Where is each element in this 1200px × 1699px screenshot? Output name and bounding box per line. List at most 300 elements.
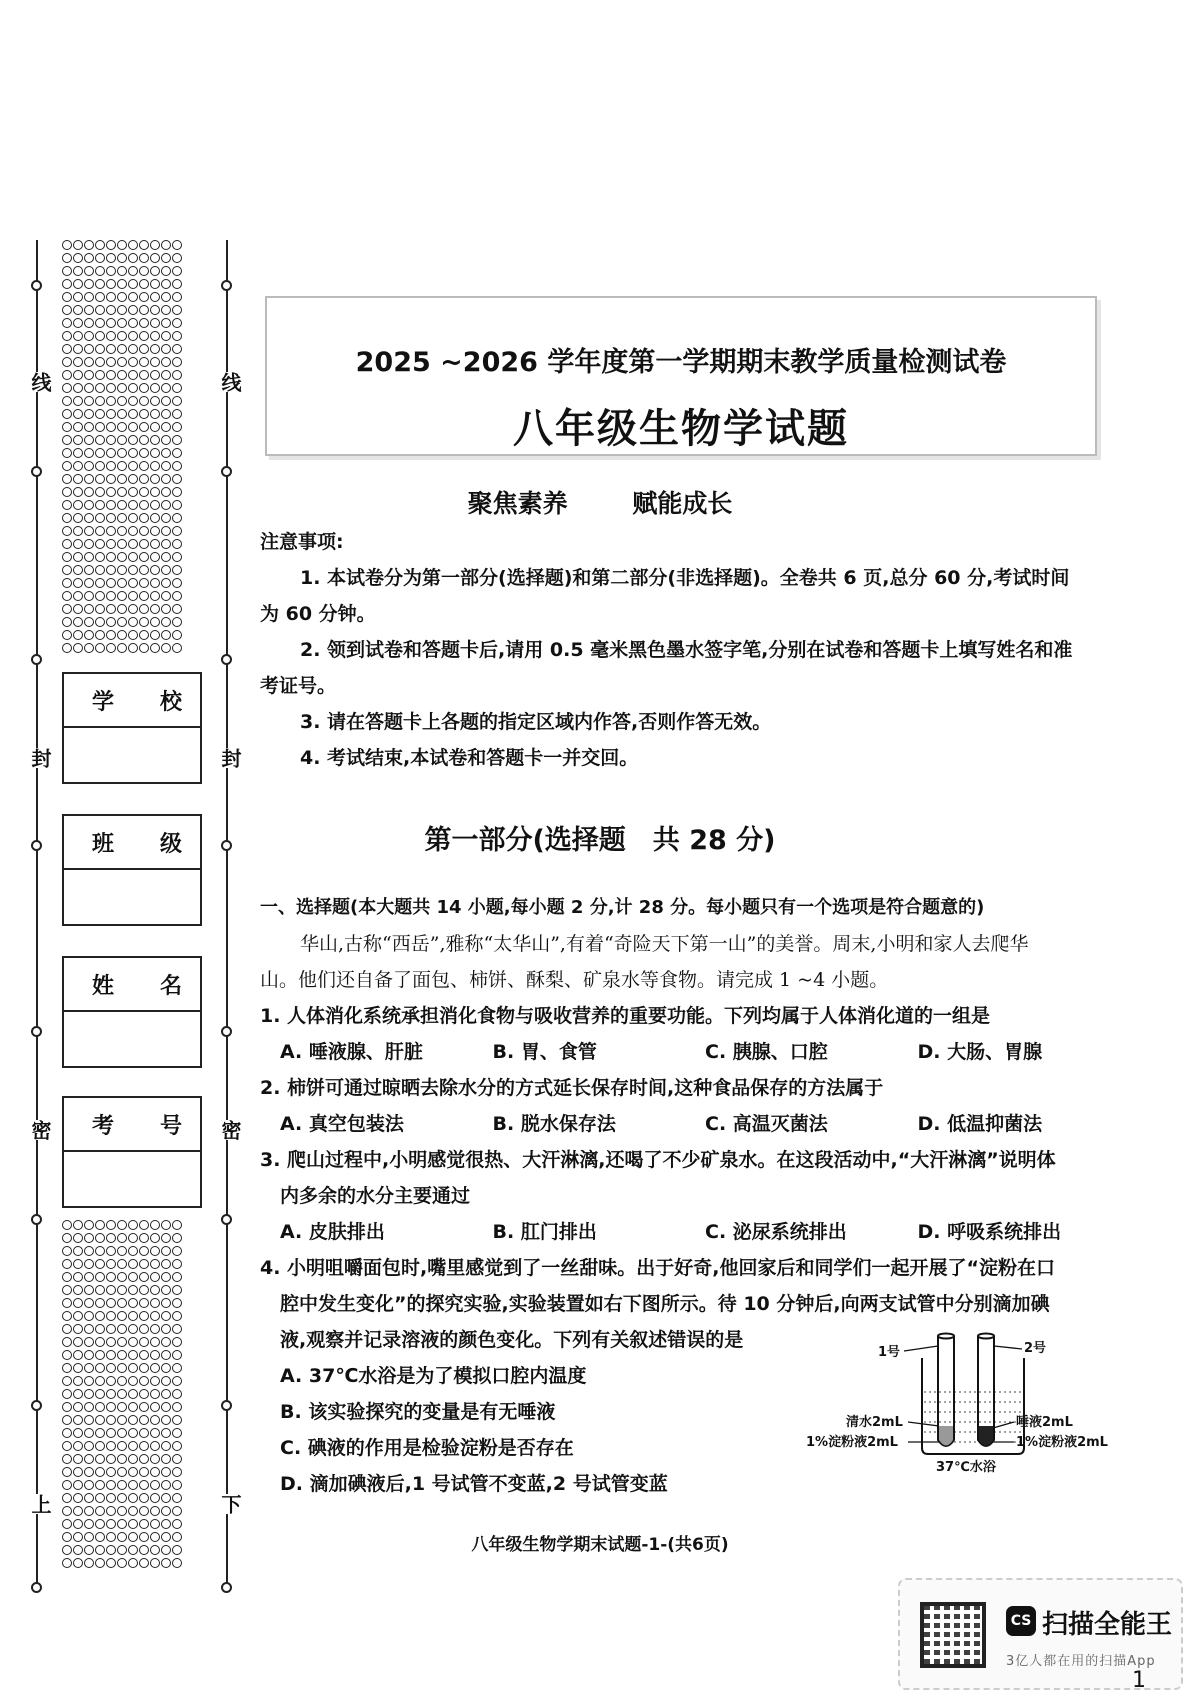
dot (117, 617, 127, 627)
label-water: 清水2mL (846, 1415, 903, 1430)
dot-row (62, 318, 190, 331)
dot (172, 383, 182, 393)
dot (62, 422, 72, 432)
dot (172, 1467, 182, 1477)
dot (172, 253, 182, 263)
dot (139, 357, 149, 367)
dot (73, 1558, 83, 1568)
dot (161, 1454, 171, 1464)
dot (95, 1519, 105, 1529)
dot (161, 1467, 171, 1477)
dot-row (62, 331, 190, 344)
dot (139, 318, 149, 328)
dot (172, 1493, 182, 1503)
dot (117, 1415, 127, 1425)
option: D. 滴加碘液后,1 号试管不变蓝,2 号试管变蓝 (280, 1473, 668, 1495)
label-tube-1: 1号 (878, 1345, 901, 1360)
binding-hole (221, 1582, 232, 1593)
dot-row (62, 617, 190, 630)
dot (106, 305, 116, 315)
dot (172, 1298, 182, 1308)
watermark-app-name: 扫描全能王 (1042, 1610, 1173, 1640)
dot (106, 422, 116, 432)
dot (128, 630, 138, 640)
dot (106, 604, 116, 614)
dot (84, 357, 94, 367)
dot (139, 305, 149, 315)
binding-hole (221, 466, 232, 477)
option: C. 泌尿系统排出 (705, 1221, 847, 1243)
label-starch-left: 1%淀粉液2mL (806, 1435, 898, 1450)
dot (84, 1558, 94, 1568)
notice-heading: 注意事项: (260, 531, 344, 553)
dot (139, 383, 149, 393)
dot (161, 331, 171, 341)
dot (128, 1402, 138, 1412)
dot (73, 1311, 83, 1321)
binding-label-shang-left: 上 (26, 1494, 55, 1514)
dot (73, 539, 83, 549)
notice-section (260, 524, 1130, 776)
question-2-options (260, 1106, 1130, 1142)
dot (161, 370, 171, 380)
dot (139, 526, 149, 536)
dot (84, 526, 94, 536)
dot (150, 1350, 160, 1360)
dot (150, 1337, 160, 1347)
question-4-cont: 液,观察并记录溶液的颜色变化。下列有关叙述错误的是 (280, 1329, 744, 1351)
dot (62, 1298, 72, 1308)
dot (62, 370, 72, 380)
dot (73, 331, 83, 341)
dot (139, 396, 149, 406)
dot (161, 305, 171, 315)
dot-row (62, 1376, 190, 1389)
dot (161, 1493, 171, 1503)
dot (150, 461, 160, 471)
dot (161, 396, 171, 406)
dot (150, 422, 160, 432)
dot (117, 383, 127, 393)
dot (128, 1363, 138, 1373)
dot (84, 279, 94, 289)
dot-row (62, 279, 190, 292)
dot (161, 1506, 171, 1516)
dot (161, 1558, 171, 1568)
dot (161, 409, 171, 419)
dot-row (62, 1220, 190, 1233)
dot (84, 409, 94, 419)
dot (106, 1350, 116, 1360)
dot (139, 630, 149, 640)
dot (150, 1558, 160, 1568)
dot (95, 604, 105, 614)
dot (139, 253, 149, 263)
dot (139, 1259, 149, 1269)
dot (172, 474, 182, 484)
dot (161, 1311, 171, 1321)
dot-row (62, 1558, 190, 1571)
dot (106, 1467, 116, 1477)
dot (172, 539, 182, 549)
dot-row (62, 370, 190, 383)
dot-row (62, 253, 190, 266)
dot (150, 1441, 160, 1451)
dot (84, 253, 94, 263)
dot (117, 240, 127, 250)
dot (139, 1428, 149, 1438)
dot (73, 370, 83, 380)
dot-row (62, 461, 190, 474)
dot (139, 552, 149, 562)
dot (161, 240, 171, 250)
dot (84, 1337, 94, 1347)
dot (139, 565, 149, 575)
name-field[interactable] (62, 956, 202, 1068)
dot (128, 1467, 138, 1477)
dot-row (62, 591, 190, 604)
dot (106, 1259, 116, 1269)
dot (172, 1246, 182, 1256)
dot (150, 240, 160, 250)
dot (106, 292, 116, 302)
dot (117, 1558, 127, 1568)
dot (106, 1246, 116, 1256)
dot (84, 1389, 94, 1399)
binding-hole (31, 1026, 42, 1037)
section-title: 第一部分(选择题 共 28 分) (424, 825, 776, 856)
dot (73, 1285, 83, 1295)
dot (117, 292, 127, 302)
dot (95, 1480, 105, 1490)
dot (139, 539, 149, 549)
dot-row (62, 409, 190, 422)
dot-row (62, 357, 190, 370)
dot (150, 1285, 160, 1295)
dot (106, 1272, 116, 1282)
dot (106, 1506, 116, 1516)
dot-row (62, 1324, 190, 1337)
dot (62, 1350, 72, 1360)
dot (150, 1298, 160, 1308)
dot (73, 565, 83, 575)
dot (62, 1259, 72, 1269)
dot (106, 344, 116, 354)
dot (73, 1233, 83, 1243)
dot (172, 1285, 182, 1295)
binding-hole (221, 1026, 232, 1037)
dot (106, 1311, 116, 1321)
dot (161, 1337, 171, 1347)
dot (117, 1402, 127, 1412)
dot (139, 461, 149, 471)
question-3: 3. 爬山过程中,小明感觉很热、大汗淋漓,还喝了不少矿泉水。在这段活动中,“大汗淋漓”说明体 (260, 1149, 1056, 1171)
dot (172, 1220, 182, 1230)
dot (73, 1389, 83, 1399)
dot (172, 240, 182, 250)
dot (161, 1246, 171, 1256)
dot (95, 643, 105, 653)
dot (117, 266, 127, 276)
dot (84, 448, 94, 458)
dot (117, 1298, 127, 1308)
dot (95, 435, 105, 445)
dot (95, 318, 105, 328)
dot (62, 617, 72, 627)
dot (128, 1415, 138, 1425)
binding-hole (221, 280, 232, 291)
dot (62, 357, 72, 367)
dot (150, 357, 160, 367)
label-tube-2: 2号 (1024, 1341, 1047, 1356)
dot-row (62, 266, 190, 279)
dot (84, 266, 94, 276)
dot (84, 1519, 94, 1529)
dot (73, 1467, 83, 1477)
dot (95, 1402, 105, 1412)
dot (117, 1233, 127, 1243)
dot (172, 1324, 182, 1334)
dot (172, 1402, 182, 1412)
dot (106, 539, 116, 549)
dot (95, 1298, 105, 1308)
option: A. 皮肤排出 (280, 1221, 385, 1243)
dot (84, 1454, 94, 1464)
dot (95, 474, 105, 484)
dot (139, 1558, 149, 1568)
dot (139, 1285, 149, 1295)
dot (161, 266, 171, 276)
dot (84, 331, 94, 341)
dot (62, 1233, 72, 1243)
dot (128, 344, 138, 354)
exam-title: 2025 ~2026 学年度第一学期期末教学质量检测试卷 (355, 347, 1007, 378)
dot (150, 474, 160, 484)
dot (128, 474, 138, 484)
field-label-char: 学 (92, 689, 115, 715)
dot (172, 617, 182, 627)
dot (73, 1337, 83, 1347)
dot (172, 1363, 182, 1373)
dot (84, 1363, 94, 1373)
dot (84, 1298, 94, 1308)
dot (117, 1376, 127, 1386)
label-saliva: 唾液2mL (1016, 1415, 1073, 1430)
dot (117, 1246, 127, 1256)
dot (117, 318, 127, 328)
dot (161, 1376, 171, 1386)
dot (84, 240, 94, 250)
dot (106, 1363, 116, 1373)
dot (95, 1558, 105, 1568)
dot (172, 591, 182, 601)
dot (150, 1376, 160, 1386)
dot (139, 1441, 149, 1451)
dot (117, 422, 127, 432)
dot (106, 1441, 116, 1451)
dot-row (62, 1441, 190, 1454)
dot (106, 266, 116, 276)
dot (73, 292, 83, 302)
dot (106, 1519, 116, 1529)
dot (172, 396, 182, 406)
dot (139, 1246, 149, 1256)
dot (128, 240, 138, 250)
dot (117, 1389, 127, 1399)
dot (62, 253, 72, 263)
dot (106, 1493, 116, 1503)
dot (161, 292, 171, 302)
dot (139, 409, 149, 419)
question-4-cont: 腔中发生变化”的探究实验,实验装置如右下图所示。待 10 分钟后,向两支试管中分别滴加碘 (280, 1293, 1050, 1315)
dot (139, 643, 149, 653)
dot (106, 591, 116, 601)
option: C. 碘液的作用是检验淀粉是否存在 (280, 1437, 574, 1459)
option: D. 呼吸系统排出 (917, 1221, 1062, 1243)
dot (139, 1337, 149, 1347)
dot (139, 1454, 149, 1464)
dot (106, 370, 116, 380)
section-instructions: 一、选择题(本大题共 14 小题,每小题 2 分,计 28 分。每小题只有一个选项是符合题意的) (260, 897, 985, 918)
dot (73, 435, 83, 445)
dot (95, 409, 105, 419)
dot (73, 1363, 83, 1373)
dot (150, 1519, 160, 1529)
dot (73, 1454, 83, 1464)
binding-label-mi-right: 密 (216, 1120, 245, 1140)
dot (62, 1428, 72, 1438)
binding-line-right (226, 240, 228, 1590)
dot (117, 578, 127, 588)
dot (128, 1350, 138, 1360)
dot (84, 344, 94, 354)
dot (161, 318, 171, 328)
dot-row (62, 1285, 190, 1298)
dot (95, 1415, 105, 1425)
dot-row (62, 240, 190, 253)
dot (73, 1402, 83, 1412)
dot (128, 409, 138, 419)
dot (84, 435, 94, 445)
dot (172, 604, 182, 614)
dot (139, 1311, 149, 1321)
binding-hole (221, 1214, 232, 1225)
slogan-right: 赋能成长 (632, 489, 733, 518)
dot (128, 1285, 138, 1295)
dot (95, 565, 105, 575)
dot (106, 409, 116, 419)
qr-code-icon (920, 1602, 986, 1668)
dot (106, 526, 116, 536)
dot (117, 1363, 127, 1373)
dot (161, 1480, 171, 1490)
dot (150, 344, 160, 354)
binding-label-xian-right: 线 (216, 372, 245, 392)
dot (117, 305, 127, 315)
dot (161, 279, 171, 289)
dot (139, 1402, 149, 1412)
camscanner-logo-icon: CS (1006, 1606, 1036, 1636)
exam-number-field[interactable] (62, 1096, 202, 1208)
dot-row (62, 292, 190, 305)
dot (84, 1415, 94, 1425)
dot (73, 1493, 83, 1503)
passage: 华山,古称“西岳”,雅称“太华山”,有着“奇险天下第一山”的美誉。周末,小明和家人去爬华 (300, 933, 1029, 955)
dot (106, 552, 116, 562)
question-1: 1. 人体消化系统承担消化食物与吸收营养的重要功能。下列均属于人体消化道的一组是 (260, 1005, 991, 1027)
dot (117, 1467, 127, 1477)
dot (62, 279, 72, 289)
dot (172, 305, 182, 315)
dot (62, 578, 72, 588)
dot (62, 383, 72, 393)
dot (95, 448, 105, 458)
dot (62, 1519, 72, 1529)
school-field[interactable] (62, 672, 202, 784)
dot (161, 552, 171, 562)
dot (128, 578, 138, 588)
dot (172, 318, 182, 328)
dot-row (62, 565, 190, 578)
dot (150, 409, 160, 419)
dot (161, 1272, 171, 1282)
dot (73, 1376, 83, 1386)
dot (73, 1350, 83, 1360)
dot (62, 643, 72, 653)
dot (161, 448, 171, 458)
dot (95, 305, 105, 315)
dot (62, 266, 72, 276)
dot (84, 539, 94, 549)
dot (150, 1454, 160, 1464)
dot (84, 1324, 94, 1334)
dot-row (62, 1389, 190, 1402)
dot (172, 461, 182, 471)
dot (117, 1272, 127, 1282)
dot (150, 1467, 160, 1477)
dot-row (62, 435, 190, 448)
dot (172, 370, 182, 380)
binding-label-mi-left: 密 (26, 1120, 55, 1140)
question-3-options (260, 1214, 1130, 1250)
dot (62, 1558, 72, 1568)
dot (150, 383, 160, 393)
dot (172, 643, 182, 653)
dot (139, 331, 149, 341)
dot (117, 1519, 127, 1529)
dot (73, 1506, 83, 1516)
dot (117, 1350, 127, 1360)
dot (62, 1493, 72, 1503)
dot (73, 474, 83, 484)
field-label-char: 班 (92, 831, 115, 857)
dot (161, 1363, 171, 1373)
dot-row (62, 630, 190, 643)
dot-row (62, 526, 190, 539)
dot (95, 266, 105, 276)
dot (62, 396, 72, 406)
dot (84, 1220, 94, 1230)
dot (161, 604, 171, 614)
dot (62, 292, 72, 302)
dot (95, 1246, 105, 1256)
dot (84, 630, 94, 640)
dot (62, 1324, 72, 1334)
dot (73, 279, 83, 289)
dot (150, 1402, 160, 1412)
dot (172, 552, 182, 562)
dot (150, 617, 160, 627)
